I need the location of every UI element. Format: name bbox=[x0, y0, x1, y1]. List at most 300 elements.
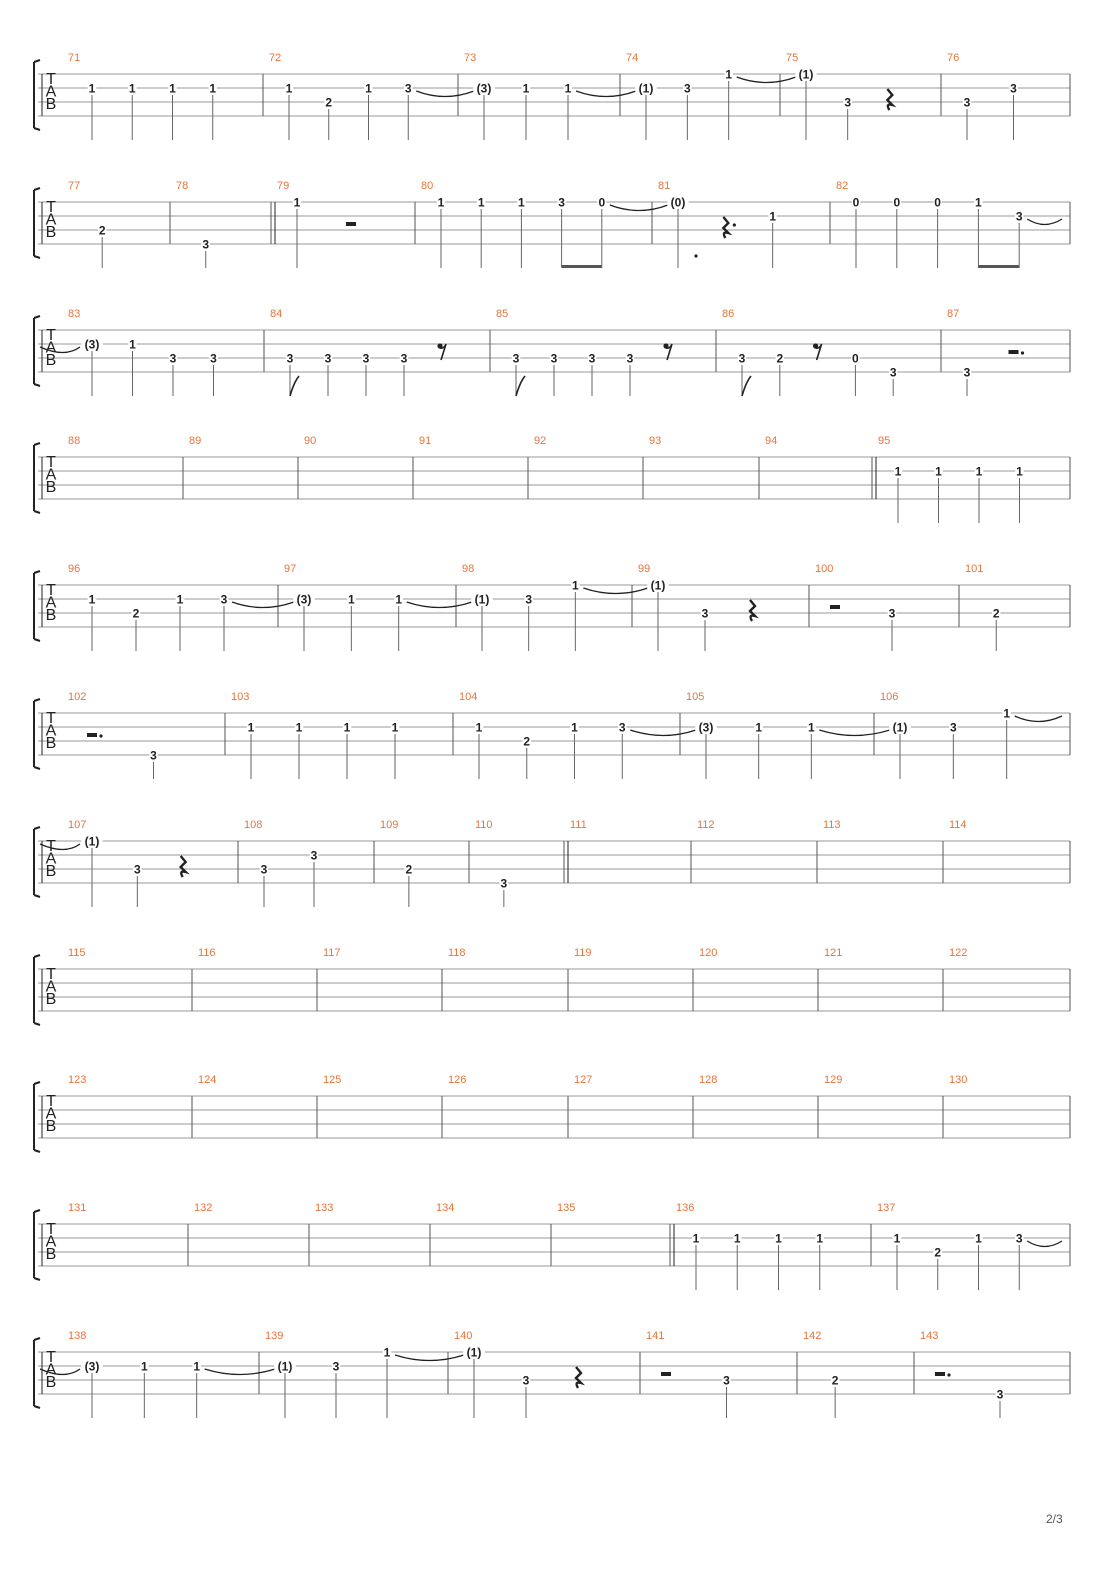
measure bbox=[876, 435, 1024, 523]
fret-number: 3 bbox=[202, 237, 210, 252]
system-bracket bbox=[34, 955, 40, 1025]
fret-number: (3) bbox=[84, 337, 100, 352]
measure bbox=[436, 1202, 454, 1214]
measure-number: 128 bbox=[699, 1074, 718, 1086]
fret-number: 0 bbox=[852, 351, 859, 366]
measure-number: 75 bbox=[786, 52, 799, 64]
measure bbox=[265, 1330, 464, 1418]
fret-number: (1) bbox=[466, 1345, 482, 1360]
measure bbox=[880, 691, 1062, 779]
measure-number: 114 bbox=[949, 819, 967, 831]
fret-number: 3 bbox=[150, 748, 157, 763]
fret-number: 3 bbox=[400, 351, 408, 366]
fret-number: 3 bbox=[844, 95, 852, 110]
measure-number: 134 bbox=[436, 1202, 455, 1214]
tab-clef-letter: A bbox=[45, 1233, 57, 1251]
fret-number: 3 bbox=[701, 606, 709, 621]
measure bbox=[68, 1074, 86, 1086]
tab-system bbox=[34, 308, 1070, 396]
measure-number: 82 bbox=[836, 180, 849, 192]
tab-clef-letter: B bbox=[45, 735, 57, 752]
measure bbox=[823, 819, 841, 831]
eighth-flag bbox=[516, 376, 525, 396]
fret-number: 3 bbox=[963, 95, 971, 110]
fret-number: 3 bbox=[963, 365, 971, 380]
tab-clef-letter: T bbox=[46, 838, 56, 855]
tab-clef-letter: A bbox=[45, 339, 57, 357]
system-bracket bbox=[34, 571, 40, 641]
fret-number: (3) bbox=[698, 720, 714, 735]
half-rest bbox=[87, 733, 97, 737]
measure bbox=[380, 819, 413, 907]
tab-clef-letter: B bbox=[45, 863, 57, 880]
fret-number: 1 bbox=[975, 195, 982, 210]
tab-clef-letter: T bbox=[46, 1221, 56, 1238]
fret-number: 2 bbox=[831, 1373, 839, 1388]
measure bbox=[803, 1330, 839, 1418]
measure bbox=[40, 308, 218, 396]
fret-number: 1 bbox=[894, 464, 902, 479]
fret-number: (1) bbox=[892, 720, 908, 735]
measure bbox=[304, 435, 316, 447]
measure-number: 113 bbox=[823, 819, 841, 831]
fret-number: 0 bbox=[893, 195, 901, 210]
measure-number: 110 bbox=[475, 819, 493, 831]
measure-number: 83 bbox=[68, 308, 81, 320]
fret-number: 1 bbox=[935, 464, 942, 479]
fret-number: 2 bbox=[325, 95, 333, 110]
tab-clef-letter: T bbox=[46, 582, 56, 599]
measure-number: 137 bbox=[877, 1202, 896, 1214]
measure bbox=[194, 1202, 212, 1214]
fret-number: 1 bbox=[477, 195, 485, 210]
tab-clef-letter: A bbox=[45, 722, 57, 740]
tab-clef-letter: T bbox=[46, 199, 56, 216]
fret-number: 3 bbox=[949, 720, 957, 735]
tie-arc bbox=[1027, 1241, 1062, 1247]
tie-arc bbox=[1015, 716, 1062, 722]
measure bbox=[454, 1330, 581, 1418]
tie-arc bbox=[610, 205, 668, 211]
measure bbox=[459, 691, 696, 779]
quarter-rest bbox=[723, 217, 728, 238]
system-bracket bbox=[34, 188, 40, 258]
fret-number: 1 bbox=[140, 1359, 148, 1374]
measure-number: 130 bbox=[949, 1074, 968, 1086]
fret-number: 1 bbox=[518, 195, 525, 210]
fret-number: 1 bbox=[285, 81, 293, 96]
tab-clef-letter: B bbox=[45, 1374, 57, 1391]
tab-clef-letter: T bbox=[46, 1093, 56, 1110]
measure bbox=[68, 947, 86, 959]
tab-system bbox=[34, 947, 1070, 1025]
fret-number: (3) bbox=[476, 81, 492, 96]
measure-number: 136 bbox=[676, 1202, 695, 1214]
measure bbox=[448, 1074, 466, 1086]
measure bbox=[949, 947, 967, 959]
measure bbox=[947, 308, 1024, 396]
fret-number: 1 bbox=[975, 1231, 982, 1246]
tie-arc bbox=[407, 602, 472, 608]
tab-system bbox=[34, 1202, 1070, 1290]
fret-number: 1 bbox=[475, 720, 483, 735]
measure-number: 102 bbox=[68, 691, 87, 703]
measure-number: 119 bbox=[574, 947, 592, 959]
tab-clef-letter: T bbox=[46, 1349, 56, 1366]
fret-number: 1 bbox=[395, 592, 403, 607]
fret-number: 1 bbox=[343, 720, 351, 735]
measure bbox=[270, 308, 446, 396]
measure bbox=[323, 947, 341, 959]
measure bbox=[40, 1330, 275, 1418]
measure bbox=[699, 1074, 717, 1086]
measure-number: 125 bbox=[323, 1074, 342, 1086]
measure-number: 107 bbox=[68, 819, 87, 831]
measure bbox=[686, 691, 890, 779]
system-bracket bbox=[34, 1210, 40, 1280]
tab-clef-letter: B bbox=[45, 991, 57, 1008]
measure bbox=[947, 52, 1018, 140]
measure bbox=[68, 691, 158, 779]
fret-number: 3 bbox=[332, 1359, 340, 1374]
half-rest bbox=[830, 605, 840, 609]
measure-number: 121 bbox=[824, 947, 843, 959]
fret-number: 1 bbox=[571, 720, 578, 735]
measure bbox=[68, 563, 297, 651]
measure bbox=[836, 180, 1062, 268]
measure-number: 91 bbox=[419, 435, 432, 447]
fret-number: 0 bbox=[852, 195, 860, 210]
tie-arc bbox=[630, 730, 696, 736]
quarter-rest bbox=[181, 856, 186, 877]
fret-number: 3 bbox=[1015, 209, 1023, 224]
fret-number: 3 bbox=[324, 351, 332, 366]
fret-number: 3 bbox=[310, 848, 318, 863]
rest-dot bbox=[99, 734, 102, 737]
measure bbox=[269, 52, 477, 140]
duration-dot bbox=[694, 254, 697, 257]
measure bbox=[40, 819, 186, 907]
tie-arc bbox=[1027, 219, 1062, 225]
tab-system bbox=[34, 435, 1070, 523]
measure-number: 115 bbox=[68, 947, 86, 959]
measure-number: 96 bbox=[68, 563, 81, 575]
measure bbox=[68, 52, 217, 140]
fret-number: 1 bbox=[816, 1231, 824, 1246]
half-rest bbox=[661, 1372, 671, 1376]
tab-clef-letter: A bbox=[45, 850, 57, 868]
fret-number: 0 bbox=[598, 195, 606, 210]
measure-number: 93 bbox=[649, 435, 662, 447]
measure bbox=[646, 1330, 731, 1418]
measure-number: 103 bbox=[231, 691, 250, 703]
system-bracket bbox=[34, 827, 40, 897]
measure bbox=[68, 435, 80, 447]
fret-number: 3 bbox=[738, 351, 746, 366]
measure bbox=[464, 52, 639, 140]
tab-clef-letter: B bbox=[45, 479, 57, 496]
system-bracket bbox=[34, 1338, 40, 1408]
fret-number: 1 bbox=[383, 1345, 391, 1360]
tab-clef-letter: T bbox=[46, 71, 56, 88]
tab-system bbox=[34, 180, 1070, 268]
measure bbox=[824, 1074, 842, 1086]
measure-number: 89 bbox=[189, 435, 202, 447]
eighth-flag bbox=[290, 376, 299, 396]
measure-number: 106 bbox=[880, 691, 899, 703]
fret-number: 3 bbox=[888, 606, 896, 621]
measure-number: 141 bbox=[646, 1330, 665, 1342]
tie-arc bbox=[205, 1369, 275, 1375]
fret-number: 3 bbox=[522, 1373, 530, 1388]
fret-number: 1 bbox=[347, 592, 355, 607]
measure-number: 88 bbox=[68, 435, 81, 447]
fret-number: 1 bbox=[209, 81, 217, 96]
measure-number: 135 bbox=[557, 1202, 576, 1214]
measure bbox=[68, 1202, 86, 1214]
fret-number: 3 bbox=[260, 862, 268, 877]
measure bbox=[697, 819, 715, 831]
tab-clef-letter: A bbox=[45, 211, 57, 229]
measure-number: 92 bbox=[534, 435, 547, 447]
tab-clef-letter: A bbox=[45, 594, 57, 612]
measure bbox=[284, 563, 475, 651]
measure bbox=[198, 947, 216, 959]
tie-arc bbox=[737, 77, 796, 83]
measure-number: 98 bbox=[462, 563, 475, 575]
fret-number: 1 bbox=[725, 67, 733, 82]
measure bbox=[649, 435, 661, 447]
measure bbox=[920, 1330, 1004, 1418]
fret-number: 1 bbox=[571, 578, 579, 593]
tab-clef-letter: A bbox=[45, 978, 57, 996]
fret-number: 1 bbox=[88, 592, 96, 607]
quarter-rest bbox=[887, 89, 892, 110]
measure-number: 112 bbox=[697, 819, 715, 831]
quarter-rest bbox=[576, 1367, 581, 1388]
fret-number: 3 bbox=[210, 351, 217, 366]
measure-number: 111 bbox=[570, 819, 587, 831]
measure bbox=[462, 563, 651, 651]
fret-number: 3 bbox=[500, 876, 508, 891]
tab-system bbox=[34, 1074, 1070, 1152]
rest-dot bbox=[733, 223, 736, 226]
fret-number: 3 bbox=[889, 365, 897, 380]
measure bbox=[674, 1202, 824, 1290]
fret-number: 2 bbox=[132, 606, 140, 621]
measure-number: 124 bbox=[198, 1074, 217, 1086]
fret-number: 1 bbox=[893, 1231, 901, 1246]
measure bbox=[965, 563, 1001, 651]
fret-number: 1 bbox=[975, 464, 983, 479]
measure-number: 86 bbox=[722, 308, 735, 320]
measure-number: 74 bbox=[626, 52, 639, 64]
tab-clef-letter: B bbox=[45, 96, 57, 113]
fret-number: 2 bbox=[405, 862, 413, 877]
measure-number: 118 bbox=[448, 947, 466, 959]
tab-clef-letter: A bbox=[45, 83, 57, 101]
measure-number: 85 bbox=[496, 308, 509, 320]
measure bbox=[949, 1074, 967, 1086]
fret-number: 2 bbox=[776, 351, 784, 366]
measure-number: 78 bbox=[176, 180, 189, 192]
measure-number: 104 bbox=[459, 691, 478, 703]
fret-number: 1 bbox=[775, 1231, 782, 1246]
measure bbox=[765, 435, 777, 447]
tab-system bbox=[34, 691, 1070, 779]
measure bbox=[198, 1074, 216, 1086]
fret-number: 1 bbox=[88, 81, 96, 96]
tab-clef-letter: B bbox=[45, 607, 57, 624]
tab-clef-letter: T bbox=[46, 327, 56, 344]
fret-number: (1) bbox=[638, 81, 654, 96]
beam bbox=[978, 265, 1019, 268]
measure bbox=[574, 1074, 592, 1086]
measure bbox=[421, 180, 671, 268]
measure-number: 72 bbox=[269, 52, 282, 64]
fret-number: 1 bbox=[247, 720, 255, 735]
tab-clef-letter: T bbox=[46, 710, 56, 727]
tab-clef-letter: A bbox=[45, 466, 57, 484]
measure-number: 105 bbox=[686, 691, 705, 703]
measure bbox=[824, 947, 842, 959]
tab-clef-letter: B bbox=[45, 1246, 57, 1263]
fret-number: 3 bbox=[512, 351, 520, 366]
measure bbox=[877, 1202, 1062, 1290]
fret-number: (3) bbox=[296, 592, 312, 607]
fret-number: 1 bbox=[365, 81, 372, 96]
measure-number: 101 bbox=[965, 563, 984, 575]
fret-number: 3 bbox=[1010, 81, 1017, 96]
fret-number: 3 bbox=[404, 81, 412, 96]
measure-number: 139 bbox=[265, 1330, 284, 1342]
measure bbox=[722, 308, 897, 396]
measure bbox=[419, 435, 431, 447]
measure bbox=[534, 435, 546, 447]
measure bbox=[68, 180, 106, 268]
measure-number: 140 bbox=[454, 1330, 473, 1342]
fret-number: 3 bbox=[169, 351, 177, 366]
measure bbox=[568, 819, 587, 883]
measure-number: 99 bbox=[638, 563, 651, 575]
measure-number: 123 bbox=[68, 1074, 87, 1086]
tie-arc bbox=[576, 91, 636, 97]
half-rest bbox=[1009, 350, 1019, 354]
fret-number: 1 bbox=[1016, 464, 1023, 479]
tab-clef-letter: B bbox=[45, 224, 57, 241]
tab-clef-letter: T bbox=[46, 966, 56, 983]
system-bracket bbox=[34, 443, 40, 513]
rest-dot bbox=[947, 1373, 950, 1376]
measure bbox=[557, 1202, 575, 1214]
measure bbox=[815, 563, 896, 651]
tab-system bbox=[34, 819, 1070, 907]
fret-number: 3 bbox=[286, 351, 294, 366]
measure-number: 73 bbox=[464, 52, 477, 64]
measure bbox=[496, 308, 672, 396]
measure-number: 131 bbox=[68, 1202, 87, 1214]
fret-number: 1 bbox=[755, 720, 763, 735]
rest-dot bbox=[1021, 351, 1024, 354]
fret-number: (1) bbox=[474, 592, 490, 607]
measure bbox=[574, 947, 592, 959]
tie-arc bbox=[583, 588, 648, 594]
fret-number: 1 bbox=[193, 1359, 201, 1374]
measure-number: 108 bbox=[244, 819, 263, 831]
measure-number: 116 bbox=[198, 947, 216, 959]
fret-number: 1 bbox=[293, 195, 301, 210]
measure-number: 117 bbox=[323, 947, 341, 959]
measure-number: 94 bbox=[765, 435, 778, 447]
measure-number: 77 bbox=[68, 180, 81, 192]
measure-number: 71 bbox=[68, 52, 81, 64]
tab-system bbox=[34, 1330, 1070, 1418]
measure bbox=[189, 435, 201, 447]
measure bbox=[638, 563, 755, 651]
fret-number: 0 bbox=[934, 195, 941, 210]
fret-number: 3 bbox=[362, 351, 370, 366]
beam bbox=[562, 265, 602, 268]
fret-number: 3 bbox=[618, 720, 626, 735]
measure-number: 127 bbox=[574, 1074, 593, 1086]
eighth-flag bbox=[742, 376, 751, 396]
measure bbox=[699, 947, 717, 959]
fret-number: 1 bbox=[522, 81, 530, 96]
fret-number: 3 bbox=[220, 592, 228, 607]
measure-number: 142 bbox=[803, 1330, 822, 1342]
fret-number: 3 bbox=[683, 81, 691, 96]
fret-number: 1 bbox=[1003, 706, 1011, 721]
measure-number: 100 bbox=[815, 563, 834, 575]
fret-number: 1 bbox=[807, 720, 815, 735]
measure-number: 80 bbox=[421, 180, 434, 192]
tie-arc bbox=[416, 91, 474, 97]
measure bbox=[786, 52, 892, 140]
measure-number: 132 bbox=[194, 1202, 213, 1214]
fret-number: (1) bbox=[798, 67, 814, 82]
measure bbox=[176, 180, 210, 268]
half-rest bbox=[935, 1372, 945, 1376]
fret-number: 2 bbox=[992, 606, 1000, 621]
measure-number: 133 bbox=[315, 1202, 334, 1214]
fret-number: 1 bbox=[129, 337, 136, 352]
tab-system bbox=[34, 563, 1070, 651]
system-bracket bbox=[34, 60, 40, 130]
half-rest bbox=[346, 222, 356, 226]
tab-clef-letter: B bbox=[45, 1118, 57, 1135]
measure-number: 81 bbox=[658, 180, 671, 192]
measure-number: 109 bbox=[380, 819, 399, 831]
fret-number: 1 bbox=[128, 81, 136, 96]
tie-arc bbox=[395, 1355, 464, 1361]
fret-number: 1 bbox=[295, 720, 303, 735]
fret-number: (1) bbox=[277, 1359, 293, 1374]
page-number: 2/3 bbox=[1046, 1512, 1063, 1526]
measure bbox=[626, 52, 799, 140]
quarter-rest bbox=[750, 600, 755, 621]
tie-arc bbox=[232, 602, 294, 608]
fret-number: 3 bbox=[626, 351, 634, 366]
measure-number: 97 bbox=[284, 563, 297, 575]
fret-number: 2 bbox=[98, 223, 106, 238]
tab-system bbox=[34, 52, 1070, 140]
measure-number: 79 bbox=[277, 180, 290, 192]
tab-clef-letter: A bbox=[45, 1361, 57, 1379]
measure-number: 138 bbox=[68, 1330, 87, 1342]
fret-number: 1 bbox=[733, 1231, 741, 1246]
measure bbox=[231, 691, 399, 779]
fret-number: 3 bbox=[550, 351, 558, 366]
